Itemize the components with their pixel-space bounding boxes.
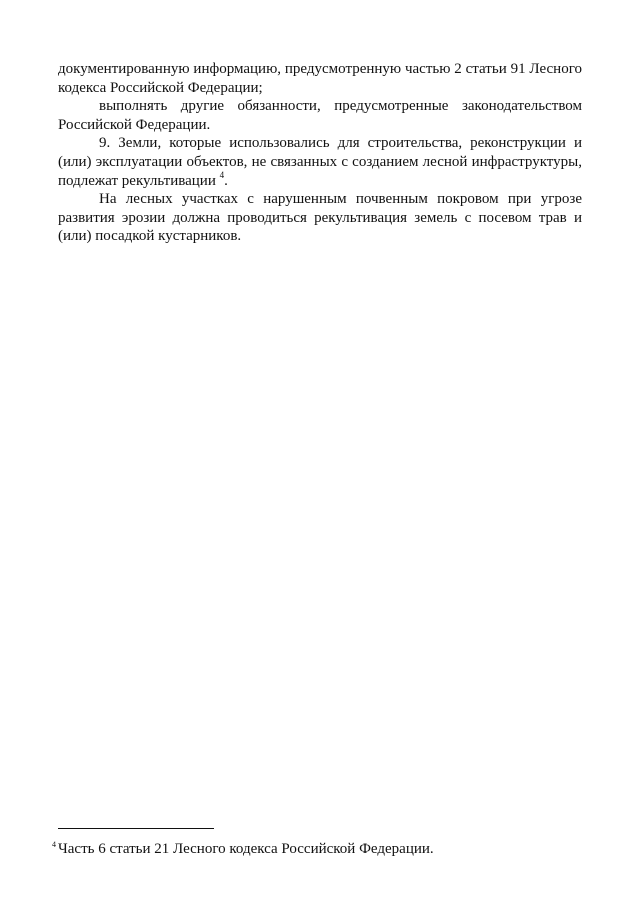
paragraph-other-duties: выполнять другие обязанности, предусмотренные законодательством Российской Федерации. <box>58 98 582 133</box>
footnote <box>52 840 582 858</box>
footnote-mark: 4 <box>52 840 56 849</box>
paragraph-item-9 <box>58 134 582 190</box>
paragraph-item-9-text: 9. Земли, которые использовались для строительства, реконструкции и (или) эксплуатации объектов, не связанных с созданием лесной инфраструктуры, подлежат рекультивации <box>58 135 582 189</box>
paragraph-item-9-end: . <box>224 172 228 189</box>
footnote-separator <box>58 828 214 829</box>
paragraph-erosion: На лесных участках с нарушенным почвенным покровом при угрозе развития эрозии должна проводиться рекультивация земель с посевом трав и (или) посадкой кустарников. <box>58 191 582 245</box>
footnote-text: Часть 6 статьи 21 Лесного кодекса Российской Федерации. <box>58 841 434 857</box>
paragraph-continuation: документированную информацию, предусмотренную частью 2 статьи 91 Лесного кодекса Российской Федерации; <box>58 61 582 96</box>
footnote-reference: 4 <box>219 169 225 180</box>
document-body <box>58 60 582 246</box>
